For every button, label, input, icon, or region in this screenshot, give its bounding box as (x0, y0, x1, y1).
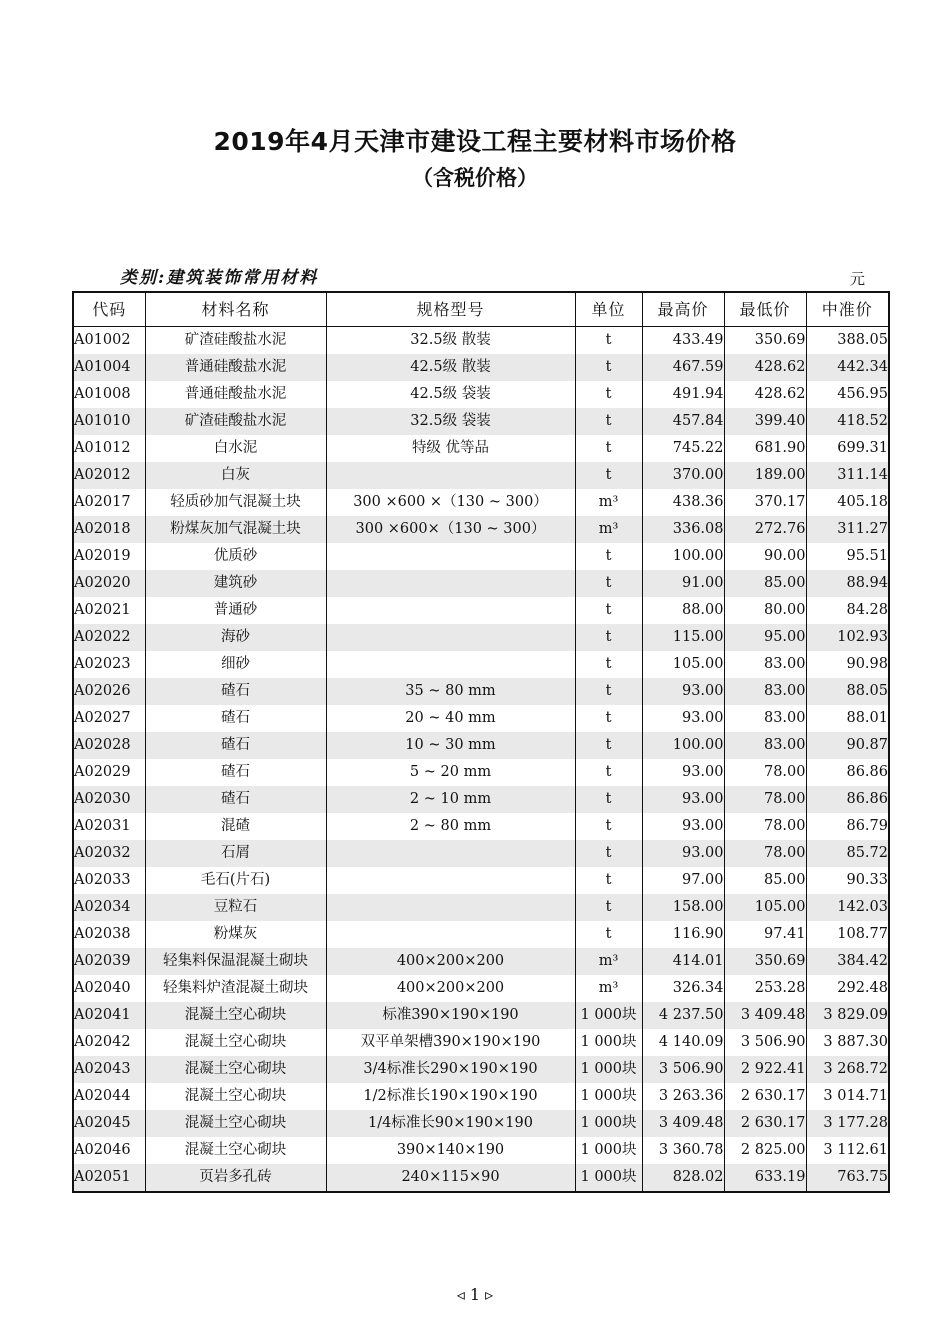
price-table (72, 291, 890, 1193)
row-mid-price: 456.95 (806, 381, 889, 408)
row-high-price: 116.90 (642, 921, 724, 948)
row-code: A02019 (73, 543, 145, 570)
row-high-price: 370.00 (642, 462, 724, 489)
row-low-price: 681.90 (724, 435, 806, 462)
row-mid-price: 311.14 (806, 462, 889, 489)
row-code: A02040 (73, 975, 145, 1002)
row-code: A02046 (73, 1137, 145, 1164)
row-mid-price: 90.87 (806, 732, 889, 759)
row-code: A01012 (73, 435, 145, 462)
row-mid-price: 142.03 (806, 894, 889, 921)
row-spec (326, 894, 575, 921)
row-low-price: 2 825.00 (724, 1137, 806, 1164)
table-row (73, 489, 889, 516)
row-unit: t (575, 894, 642, 921)
row-code: A01004 (73, 354, 145, 381)
row-name: 碴石 (145, 786, 326, 813)
row-unit: t (575, 381, 642, 408)
row-code: A02029 (73, 759, 145, 786)
table-row (73, 840, 889, 867)
row-code: A02027 (73, 705, 145, 732)
row-mid-price: 311.27 (806, 516, 889, 543)
row-high-price: 433.49 (642, 327, 724, 355)
row-name: 碴石 (145, 759, 326, 786)
row-name: 石屑 (145, 840, 326, 867)
row-low-price: 80.00 (724, 597, 806, 624)
row-name: 粉煤灰加气混凝土块 (145, 516, 326, 543)
row-name: 碴石 (145, 678, 326, 705)
row-unit: m³ (575, 975, 642, 1002)
row-spec (326, 462, 575, 489)
row-high-price: 93.00 (642, 840, 724, 867)
row-unit: t (575, 570, 642, 597)
row-spec: 1/4标准长90×190×190 (326, 1110, 575, 1137)
header-spec: 规格型号 (326, 292, 575, 327)
table-row (73, 462, 889, 489)
row-code: A02039 (73, 948, 145, 975)
page-number: ◃ 1 ▹ (456, 1285, 494, 1304)
row-mid-price: 84.28 (806, 597, 889, 624)
row-low-price: 189.00 (724, 462, 806, 489)
row-code: A02021 (73, 597, 145, 624)
row-unit: t (575, 651, 642, 678)
row-unit: m³ (575, 948, 642, 975)
table-row (73, 543, 889, 570)
row-name: 轻质砂加气混凝土块 (145, 489, 326, 516)
row-spec: 35 ~ 80 mm (326, 678, 575, 705)
row-unit: t (575, 597, 642, 624)
row-spec: 32.5级 散装 (326, 327, 575, 355)
row-low-price: 105.00 (724, 894, 806, 921)
row-spec (326, 840, 575, 867)
row-unit: m³ (575, 489, 642, 516)
table-row (73, 813, 889, 840)
row-high-price: 828.02 (642, 1164, 724, 1192)
row-code: A02033 (73, 867, 145, 894)
table-row (73, 1029, 889, 1056)
row-unit: t (575, 705, 642, 732)
row-name: 海砂 (145, 624, 326, 651)
row-code: A02017 (73, 489, 145, 516)
row-unit: t (575, 678, 642, 705)
row-code: A02026 (73, 678, 145, 705)
row-spec: 双平单架槽390×190×190 (326, 1029, 575, 1056)
row-unit: t (575, 921, 642, 948)
row-low-price: 85.00 (724, 570, 806, 597)
row-mid-price: 90.33 (806, 867, 889, 894)
row-name: 矿渣硅酸盐水泥 (145, 408, 326, 435)
row-low-price: 428.62 (724, 381, 806, 408)
row-high-price: 491.94 (642, 381, 724, 408)
header-mid-price: 中准价 (806, 292, 889, 327)
row-name: 页岩多孔砖 (145, 1164, 326, 1192)
row-code: A01008 (73, 381, 145, 408)
row-mid-price: 86.86 (806, 759, 889, 786)
row-spec: 400×200×200 (326, 948, 575, 975)
row-mid-price: 405.18 (806, 489, 889, 516)
row-name: 白灰 (145, 462, 326, 489)
row-mid-price: 3 014.71 (806, 1083, 889, 1110)
row-code: A01002 (73, 327, 145, 355)
table-row (73, 516, 889, 543)
row-low-price: 633.19 (724, 1164, 806, 1192)
row-mid-price: 102.93 (806, 624, 889, 651)
row-spec (326, 651, 575, 678)
page-subtitle: （含税价格） (412, 166, 538, 190)
row-code: A02031 (73, 813, 145, 840)
row-name: 混凝土空心砌块 (145, 1083, 326, 1110)
row-low-price: 253.28 (724, 975, 806, 1002)
row-mid-price: 763.75 (806, 1164, 889, 1192)
row-high-price: 457.84 (642, 408, 724, 435)
row-name: 建筑砂 (145, 570, 326, 597)
row-low-price: 78.00 (724, 840, 806, 867)
row-name: 矿渣硅酸盐水泥 (145, 327, 326, 355)
row-name: 混凝土空心砌块 (145, 1110, 326, 1137)
row-name: 混凝土空心砌块 (145, 1002, 326, 1029)
row-code: A02030 (73, 786, 145, 813)
row-code: A02018 (73, 516, 145, 543)
table-row (73, 408, 889, 435)
row-high-price: 4 140.09 (642, 1029, 724, 1056)
row-code: A02045 (73, 1110, 145, 1137)
row-mid-price: 95.51 (806, 543, 889, 570)
row-unit: 1 000块 (575, 1110, 642, 1137)
page-title: 2019年4月天津市建设工程主要材料市场价格 (213, 127, 737, 156)
row-unit: t (575, 732, 642, 759)
row-high-price: 336.08 (642, 516, 724, 543)
row-spec: 1/2标准长190×190×190 (326, 1083, 575, 1110)
row-spec: 2 ~ 80 mm (326, 813, 575, 840)
row-unit: t (575, 543, 642, 570)
row-name: 普通硅酸盐水泥 (145, 381, 326, 408)
row-mid-price: 292.48 (806, 975, 889, 1002)
row-code: A02038 (73, 921, 145, 948)
row-name: 粉煤灰 (145, 921, 326, 948)
row-high-price: 3 360.78 (642, 1137, 724, 1164)
row-spec: 20 ~ 40 mm (326, 705, 575, 732)
row-name: 混碴 (145, 813, 326, 840)
row-high-price: 115.00 (642, 624, 724, 651)
row-mid-price: 3 268.72 (806, 1056, 889, 1083)
table-row (73, 894, 889, 921)
row-high-price: 467.59 (642, 354, 724, 381)
row-name: 白水泥 (145, 435, 326, 462)
table-row (73, 1137, 889, 1164)
row-high-price: 4 237.50 (642, 1002, 724, 1029)
row-high-price: 438.36 (642, 489, 724, 516)
row-name: 豆粒石 (145, 894, 326, 921)
row-unit: 1 000块 (575, 1137, 642, 1164)
row-code: A02042 (73, 1029, 145, 1056)
row-spec (326, 867, 575, 894)
row-mid-price: 88.01 (806, 705, 889, 732)
table-body (73, 327, 889, 1193)
row-low-price: 78.00 (724, 813, 806, 840)
row-unit: t (575, 327, 642, 355)
row-name: 毛石(片石) (145, 867, 326, 894)
row-code: A02051 (73, 1164, 145, 1192)
row-high-price: 414.01 (642, 948, 724, 975)
row-high-price: 100.00 (642, 543, 724, 570)
table-row (73, 732, 889, 759)
row-low-price: 3 409.48 (724, 1002, 806, 1029)
header-high-price: 最高价 (642, 292, 724, 327)
row-name: 碴石 (145, 705, 326, 732)
row-mid-price: 699.31 (806, 435, 889, 462)
row-spec: 300 ×600×（130 ~ 300） (326, 516, 575, 543)
row-spec: 10 ~ 30 mm (326, 732, 575, 759)
row-spec (326, 921, 575, 948)
row-mid-price: 3 177.28 (806, 1110, 889, 1137)
row-high-price: 93.00 (642, 705, 724, 732)
row-low-price: 3 506.90 (724, 1029, 806, 1056)
row-unit: t (575, 408, 642, 435)
row-unit: t (575, 867, 642, 894)
row-unit: t (575, 354, 642, 381)
row-mid-price: 3 112.61 (806, 1137, 889, 1164)
row-unit: t (575, 462, 642, 489)
row-mid-price: 3 829.09 (806, 1002, 889, 1029)
row-spec: 3/4标准长290×190×190 (326, 1056, 575, 1083)
row-spec: 240×115×90 (326, 1164, 575, 1192)
row-high-price: 93.00 (642, 786, 724, 813)
row-high-price: 93.00 (642, 678, 724, 705)
table-row (73, 597, 889, 624)
table-row (73, 624, 889, 651)
row-low-price: 83.00 (724, 705, 806, 732)
row-high-price: 93.00 (642, 813, 724, 840)
row-code: A02034 (73, 894, 145, 921)
row-spec: 300 ×600 ×（130 ~ 300） (326, 489, 575, 516)
row-spec (326, 570, 575, 597)
row-spec: 42.5级 散装 (326, 354, 575, 381)
row-mid-price: 3 887.30 (806, 1029, 889, 1056)
row-code: A02041 (73, 1002, 145, 1029)
table-row (73, 435, 889, 462)
row-low-price: 2 630.17 (724, 1110, 806, 1137)
row-high-price: 105.00 (642, 651, 724, 678)
row-unit: 1 000块 (575, 1002, 642, 1029)
table-row (73, 678, 889, 705)
table-row (73, 570, 889, 597)
category-label: 类别:建筑装饰常用材料 (120, 268, 319, 288)
row-mid-price: 418.52 (806, 408, 889, 435)
header-unit: 单位 (575, 292, 642, 327)
row-mid-price: 86.79 (806, 813, 889, 840)
row-unit: t (575, 813, 642, 840)
row-name: 混凝土空心砌块 (145, 1137, 326, 1164)
table-row (73, 1110, 889, 1137)
row-unit: 1 000块 (575, 1164, 642, 1192)
table-row (73, 705, 889, 732)
row-spec: 2 ~ 10 mm (326, 786, 575, 813)
row-unit: t (575, 759, 642, 786)
table-row (73, 354, 889, 381)
row-unit: 1 000块 (575, 1056, 642, 1083)
row-code: A02020 (73, 570, 145, 597)
row-mid-price: 384.42 (806, 948, 889, 975)
row-code: A02028 (73, 732, 145, 759)
row-mid-price: 388.05 (806, 327, 889, 355)
row-mid-price: 442.34 (806, 354, 889, 381)
row-spec: 标准390×190×190 (326, 1002, 575, 1029)
row-low-price: 370.17 (724, 489, 806, 516)
row-name: 细砂 (145, 651, 326, 678)
row-low-price: 83.00 (724, 678, 806, 705)
row-low-price: 83.00 (724, 732, 806, 759)
header-name: 材料名称 (145, 292, 326, 327)
row-unit: t (575, 786, 642, 813)
row-code: A02012 (73, 462, 145, 489)
row-name: 普通砂 (145, 597, 326, 624)
table-row (73, 1002, 889, 1029)
row-unit: m³ (575, 516, 642, 543)
table-header-row (73, 292, 889, 327)
row-low-price: 350.69 (724, 327, 806, 355)
row-high-price: 3 506.90 (642, 1056, 724, 1083)
table-row (73, 948, 889, 975)
row-high-price: 91.00 (642, 570, 724, 597)
row-low-price: 78.00 (724, 786, 806, 813)
table-row (73, 381, 889, 408)
row-spec (326, 624, 575, 651)
row-high-price: 93.00 (642, 759, 724, 786)
row-name: 轻集料炉渣混凝土砌块 (145, 975, 326, 1002)
row-low-price: 350.69 (724, 948, 806, 975)
row-code: A02032 (73, 840, 145, 867)
currency-unit-note: 元 (850, 270, 866, 288)
row-unit: t (575, 840, 642, 867)
table-row (73, 1083, 889, 1110)
row-name: 普通硅酸盐水泥 (145, 354, 326, 381)
row-low-price: 95.00 (724, 624, 806, 651)
row-low-price: 399.40 (724, 408, 806, 435)
row-low-price: 97.41 (724, 921, 806, 948)
row-spec (326, 597, 575, 624)
row-mid-price: 90.98 (806, 651, 889, 678)
row-spec: 42.5级 袋装 (326, 381, 575, 408)
row-spec: 特级 优等品 (326, 435, 575, 462)
row-high-price: 158.00 (642, 894, 724, 921)
row-mid-price: 88.94 (806, 570, 889, 597)
row-code: A02023 (73, 651, 145, 678)
row-name: 混凝土空心砌块 (145, 1029, 326, 1056)
row-unit: 1 000块 (575, 1029, 642, 1056)
row-code: A02044 (73, 1083, 145, 1110)
row-unit: t (575, 624, 642, 651)
row-spec: 400×200×200 (326, 975, 575, 1002)
table-row (73, 1056, 889, 1083)
row-low-price: 272.76 (724, 516, 806, 543)
table-row (73, 786, 889, 813)
row-mid-price: 85.72 (806, 840, 889, 867)
row-low-price: 90.00 (724, 543, 806, 570)
row-high-price: 88.00 (642, 597, 724, 624)
row-spec: 390×140×190 (326, 1137, 575, 1164)
table-row (73, 1164, 889, 1192)
row-low-price: 78.00 (724, 759, 806, 786)
row-unit: t (575, 435, 642, 462)
row-high-price: 745.22 (642, 435, 724, 462)
row-mid-price: 108.77 (806, 921, 889, 948)
row-high-price: 3 409.48 (642, 1110, 724, 1137)
row-low-price: 2 630.17 (724, 1083, 806, 1110)
row-low-price: 83.00 (724, 651, 806, 678)
row-spec: 5 ~ 20 mm (326, 759, 575, 786)
row-low-price: 85.00 (724, 867, 806, 894)
row-spec (326, 543, 575, 570)
header-low-price: 最低价 (724, 292, 806, 327)
row-unit: 1 000块 (575, 1083, 642, 1110)
header-code: 代码 (73, 292, 145, 327)
row-mid-price: 88.05 (806, 678, 889, 705)
table-row (73, 327, 889, 355)
row-mid-price: 86.86 (806, 786, 889, 813)
row-name: 碴石 (145, 732, 326, 759)
table-row (73, 921, 889, 948)
row-low-price: 428.62 (724, 354, 806, 381)
row-low-price: 2 922.41 (724, 1056, 806, 1083)
row-name: 混凝土空心砌块 (145, 1056, 326, 1083)
table-row (73, 975, 889, 1002)
row-name: 优质砂 (145, 543, 326, 570)
table-row (73, 867, 889, 894)
row-high-price: 326.34 (642, 975, 724, 1002)
row-high-price: 97.00 (642, 867, 724, 894)
row-high-price: 3 263.36 (642, 1083, 724, 1110)
row-code: A01010 (73, 408, 145, 435)
table-row (73, 759, 889, 786)
row-code: A02022 (73, 624, 145, 651)
row-name: 轻集料保温混凝土砌块 (145, 948, 326, 975)
row-spec: 32.5级 袋装 (326, 408, 575, 435)
row-code: A02043 (73, 1056, 145, 1083)
table-row (73, 651, 889, 678)
row-high-price: 100.00 (642, 732, 724, 759)
